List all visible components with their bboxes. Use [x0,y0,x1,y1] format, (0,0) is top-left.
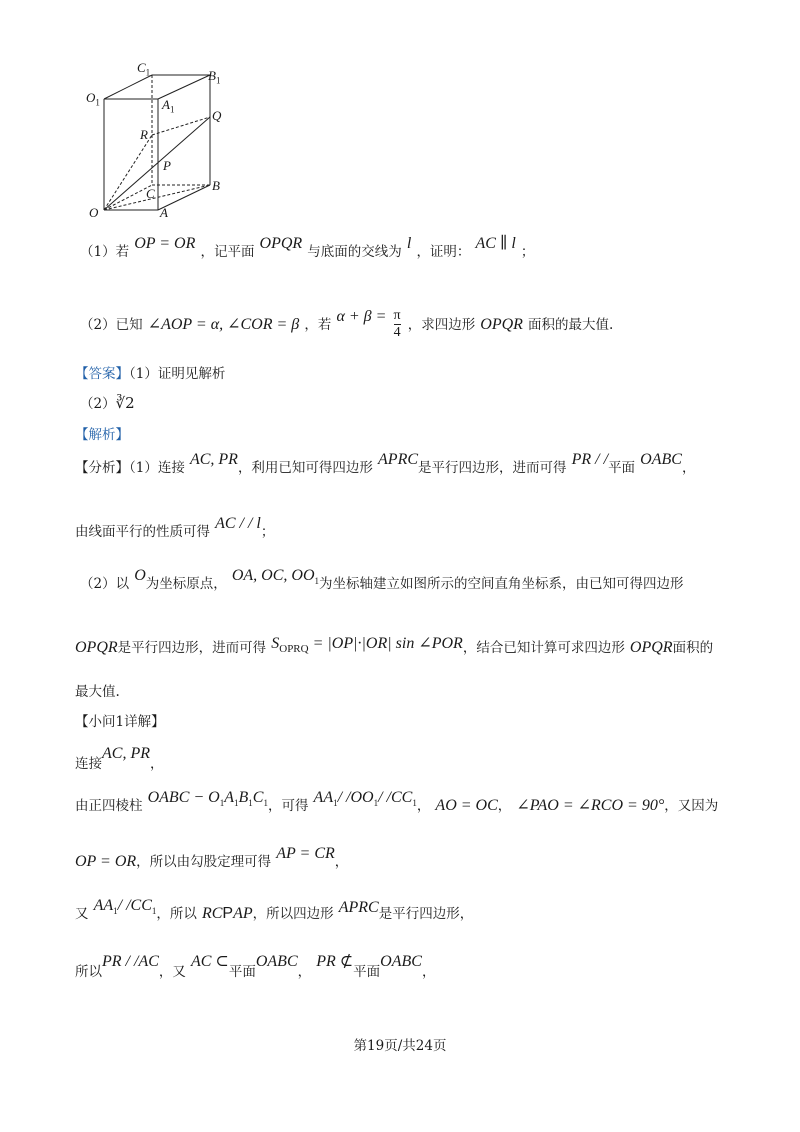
label-B: B [212,178,220,193]
label-B1: $B_1$ [208,68,221,86]
label-A: A [160,205,168,220]
detail-line-5: $_{所以}PR / /AC_{,又}$ AC $\subset_{平面}OABC_,$ PR $⊄_{平面}OABC_,$ [75,953,436,980]
detail-tag: 【小问1详解】 [75,714,165,730]
analysis-paragraph-5: 最大值. [75,684,120,700]
label-C: C [146,186,155,201]
detail-line-4: 又 $AA_1/$ $/CC_1$，所以 RCPAP，所以四边形 APRC是平行四边形， [75,897,474,922]
fraction-pi-over-4: $\frac{\pi}{4}$ [393,308,401,340]
analysis-paragraph-2: 由线面平行的性质可得 AC / / l； [75,515,275,540]
detail-line-3: OP = OR，所以由勾股定理可得 AP = CR， [75,845,349,870]
label-Q: Q [212,108,222,123]
analysis-paragraph-1: 【分析】（1）连接 AC, PR，利用已知可得四边形 APRC是平行四边形，进而可得 PR / /平面 OABC， [75,451,696,476]
answer-line-2: （2）∛2 [80,394,135,412]
page-footer: 第19页/共24页 [353,1038,447,1054]
label-C1: $C_1$ [137,60,151,78]
detail-line-2: 由正四棱柱 OABC − $O_1A_1B_1C_1$，可得 $AA_1/$ $/OO_1/$ $/CC_1$， AO = OC， ∠PAO = ∠RCO = 90°，又因为 [75,789,719,814]
analysis-paragraph-4: OPQR是平行四边形，进而可得 $S_{OPRQ} = |OP|\cdot|OR|$ sin ∠POR，结合已知计算可求四边形 OPQR面积的 [75,635,714,656]
label-R: R [140,127,148,142]
analysis-tag: 【解析】 [75,427,129,443]
label-O: O [89,205,99,220]
question-2: （2）已知 ∠AOP = α, ∠COR = β ，若 α + β = $\frac{\pi}{4}$ ，求四边形 OPQR 面积的最大值. [80,308,614,340]
label-P: P [163,158,171,173]
analysis-paragraph-3: （2）以 O为坐标原点， OA, OC, $OO_1$为坐标轴建立如图所示的空间直角坐标系，由已知可得四边形 [80,567,684,592]
detail-line-1: $_{连接}$AC, $PR_,$ [75,745,164,772]
label-O1: $O_1$ [86,90,100,108]
question-1: （1）若 OP = OR ，记平面 OPQR 与底面的交线为 l ，证明： AC ∥ l ； [80,235,535,260]
label-A1: $A_1$ [162,97,175,115]
answer-line-1: 【答案】（1）证明见解析 [75,366,226,382]
